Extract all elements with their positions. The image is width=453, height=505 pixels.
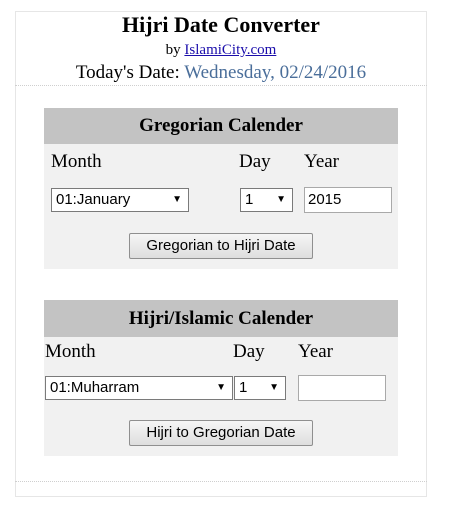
hijri-heading: Hijri/Islamic Calender bbox=[44, 300, 398, 337]
hijri-month-value: 01:Muharram bbox=[50, 379, 140, 396]
hijri-to-gregorian-button[interactable]: Hijri to Gregorian Date bbox=[129, 420, 313, 446]
islamicity-link[interactable]: IslamiCity.com bbox=[184, 42, 277, 58]
chevron-down-icon: ▼ bbox=[276, 194, 286, 205]
panel-gap bbox=[44, 269, 398, 300]
hijri-day-select[interactable] bbox=[234, 376, 286, 400]
hijri-panel bbox=[44, 300, 398, 456]
todays-date bbox=[15, 61, 427, 85]
footer-divider bbox=[15, 481, 427, 482]
hijri-year-label: Year bbox=[298, 341, 334, 362]
chevron-down-icon: ▼ bbox=[269, 382, 279, 393]
todays-date-label: Today's Date: bbox=[75, 62, 180, 83]
chevron-down-icon: ▼ bbox=[216, 382, 226, 393]
gregorian-month-value: 01:January bbox=[56, 191, 131, 208]
gregorian-year-input[interactable]: 2015 bbox=[304, 187, 392, 213]
hijri-year-input[interactable] bbox=[298, 375, 386, 401]
page-title: Hijri Date Converter bbox=[122, 12, 320, 37]
gregorian-panel bbox=[44, 108, 398, 269]
gregorian-day-select[interactable] bbox=[240, 188, 293, 212]
byline-prefix: by bbox=[165, 42, 181, 58]
gregorian-heading: Gregorian Calender bbox=[44, 108, 398, 144]
chevron-down-icon: ▼ bbox=[172, 194, 182, 205]
gregorian-month-select[interactable] bbox=[51, 188, 189, 212]
byline bbox=[15, 41, 427, 59]
todays-date-value: Wednesday, 02/24/2016 bbox=[184, 62, 367, 83]
gregorian-day-value: 1 bbox=[245, 191, 254, 208]
gregorian-year-label: Year bbox=[304, 151, 340, 172]
gregorian-month-label: Month bbox=[51, 151, 102, 172]
gregorian-to-hijri-button[interactable]: Gregorian to Hijri Date bbox=[129, 233, 313, 259]
hijri-day-value: 1 bbox=[239, 379, 248, 396]
gregorian-day-label: Day bbox=[239, 151, 271, 172]
header-divider bbox=[15, 85, 427, 86]
hijri-day-label: Day bbox=[233, 341, 265, 362]
hijri-month-label: Month bbox=[45, 341, 96, 362]
hijri-month-select[interactable] bbox=[45, 376, 233, 400]
